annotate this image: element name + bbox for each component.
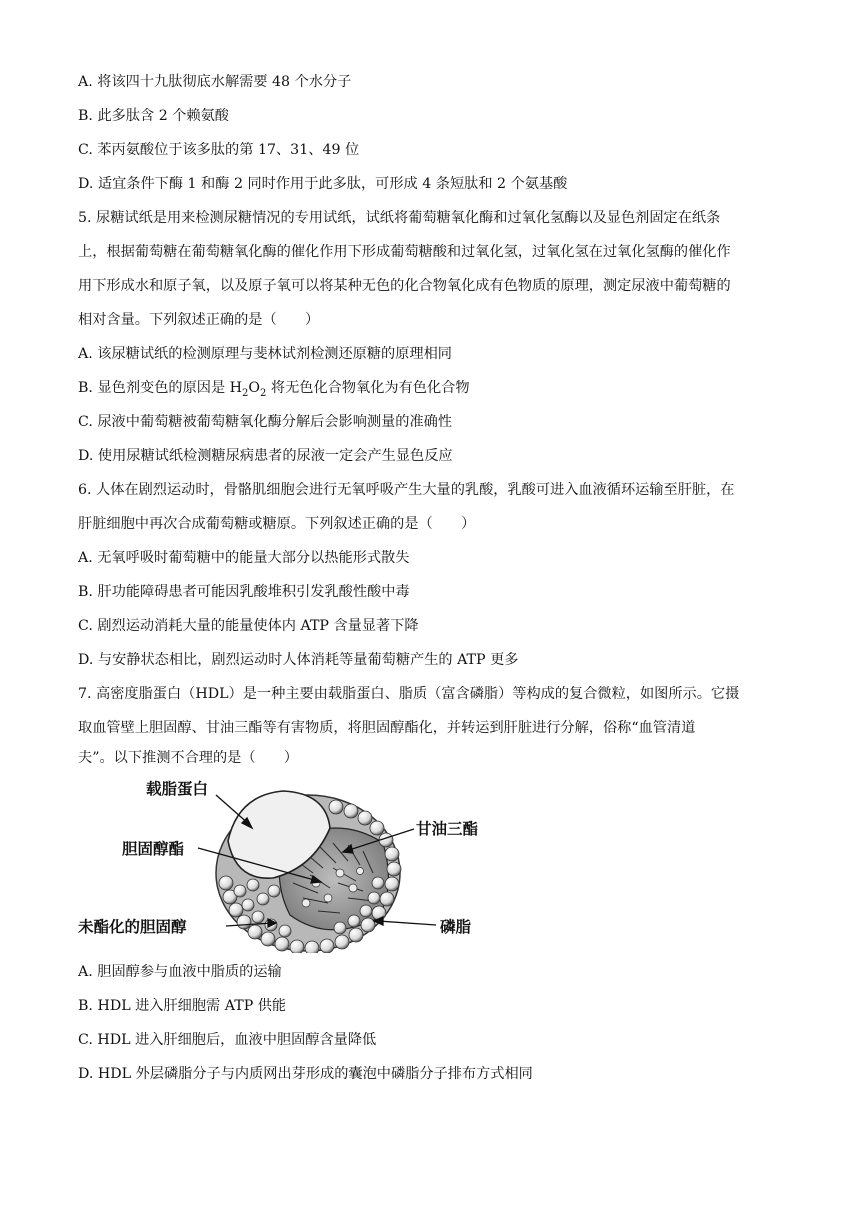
q5-option-b-pre: B. 显色剂变色的原因是 H [78, 380, 243, 396]
label-phospholipid: 磷脂 [440, 918, 472, 936]
q5-option-b-sub1: 2 [242, 387, 249, 399]
q6-stem-line-1: 6. 人体在剧烈运动时，骨骼肌细胞会进行无氧呼吸产生大量的乳酸，乳酸可进入血液循环运输至肝脏，在 [78, 482, 735, 498]
q5-option-d: D. 使用尿糖试纸检测糖尿病患者的尿液一定会产生显色反应 [78, 448, 453, 464]
q4-option-a: A. 将该四十九肽彻底水解需要 48 个水分子 [78, 74, 352, 90]
label-triglyceride: 甘油三酯 [416, 820, 479, 838]
q5-stem-line-3: 用下形成水和原子氧，以及原子氧可以将某种无色的化合物氧化成有色物质的原理，测定尿液中葡萄糖的 [78, 278, 731, 294]
q5-option-c: C. 尿液中葡萄糖被葡萄糖氧化酶分解后会影响测量的准确性 [78, 414, 453, 430]
q4-option-d: D. 适宜条件下酶 1 和酶 2 同时作用于此多肽，可形成 4 条短肽和 2 个氨基酸 [78, 176, 568, 192]
q6-option-a: A. 无氧呼吸时葡萄糖中的能量大部分以热能形式散失 [78, 550, 410, 566]
q5-stem-line-4: 相对含量。下列叙述正确的是（ ） [78, 312, 320, 328]
q5-option-b-mid: O [248, 380, 261, 396]
q6-option-d: D. 与安静状态相比，剧烈运动时人体消耗等量葡萄糖产生的 ATP 更多 [78, 652, 519, 668]
q4-option-c: C. 苯丙氨酸位于该多肽的第 17、31、49 位 [78, 142, 360, 158]
q7-stem-line-2: 取血管壁上胆固醇、甘油三酯等有害物质，将胆固醇酯化，并转运到肝脏进行分解，俗称“血管清道 [78, 720, 696, 736]
q7-option-d: D. HDL 外层磷脂分子与内质网出芽形成的囊泡中磷脂分子排布方式相同 [78, 1066, 533, 1082]
q5-option-b-sub2: 2 [260, 387, 267, 399]
q7-stem-line-1: 7. 高密度脂蛋白（HDL）是一种主要由载脂蛋白、脂质（富含磷脂）等构成的复合微粒，如图所示。它摄 [78, 686, 740, 702]
label-free-cholesterol: 未酯化的胆固醇 [78, 918, 187, 936]
label-apolipoprotein: 载脂蛋白 [146, 780, 209, 798]
q6-option-c: C. 剧烈运动消耗大量的能量使体内 ATP 含量显著下降 [78, 618, 419, 634]
q5-option-a: A. 该尿糖试纸的检测原理与斐林试剂检测还原糖的原理相同 [78, 346, 452, 362]
q7-stem-line-3: 夫”。以下推测不合理的是（ ） [78, 750, 299, 766]
hdl-particle-figure [78, 773, 498, 953]
q4-option-b: B. 此多肽含 2 个赖氨酸 [78, 108, 229, 124]
q5-option-b [78, 378, 788, 404]
q6-option-b: B. 肝功能障碍患者可能因乳酸堆积引发乳酸性酸中毒 [78, 584, 410, 600]
q7-option-b: B. HDL 进入肝细胞需 ATP 供能 [78, 998, 287, 1014]
label-cholesteryl-ester: 胆固醇酯 [122, 840, 185, 858]
q6-stem-line-2: 肝脏细胞中再次合成葡萄糖或糖原。下列叙述正确的是（ ） [78, 516, 476, 532]
q5-option-b-post: 将无色化合物氧化为有色化合物 [266, 380, 470, 396]
q7-option-c: C. HDL 进入肝细胞后，血液中胆固醇含量降低 [78, 1032, 377, 1048]
q7-option-a: A. 胆固醇参与血液中脂质的运输 [78, 964, 282, 980]
q5-stem-line-1: 5. 尿糖试纸是用来检测尿糖情况的专用试纸，试纸将葡萄糖氧化酶和过氧化氢酶以及显色剂固定在纸条 [78, 210, 721, 226]
q5-stem-line-2: 上，根据葡萄糖在葡萄糖氧化酶的催化作用下形成葡萄糖酸和过氧化氢，过氧化氢在过氧化氢酶的催化作 [78, 244, 731, 260]
